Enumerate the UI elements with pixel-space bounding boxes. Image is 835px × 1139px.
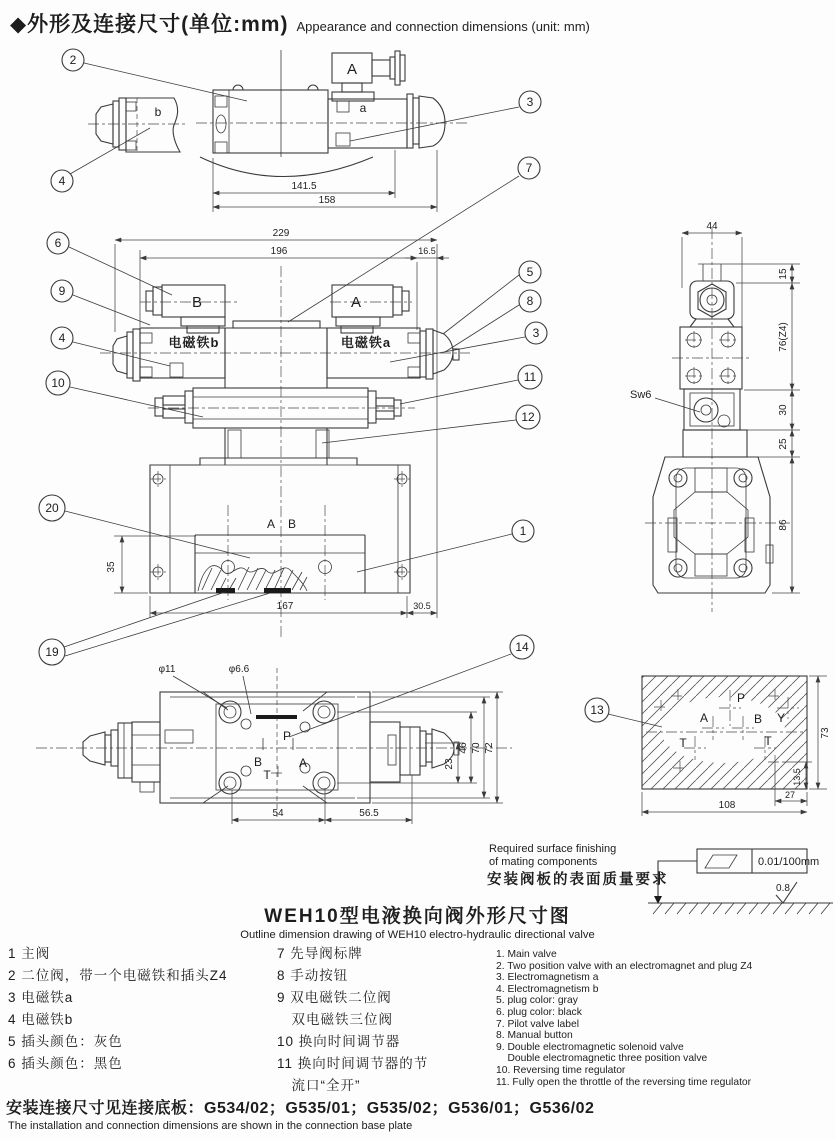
dim-25: 25 — [778, 438, 789, 450]
legend-item: 3 电磁铁a — [8, 990, 74, 1005]
plate-port-A: A — [699, 711, 709, 725]
roughness-value: 0.8 — [776, 883, 790, 894]
dim-167: 167 — [276, 601, 294, 612]
callout-6 — [47, 232, 172, 295]
svg-text:6: 6 — [54, 236, 62, 250]
dim-54: 54 — [272, 808, 284, 819]
page-title-zh: ◆外形及连接尺寸(单位:mm) — [10, 13, 289, 36]
surface-note-zh: 安装阀板的表面质量要求 — [487, 872, 669, 888]
solenoid-a-label: 电磁铁a — [340, 335, 392, 350]
connector-label-B: B — [191, 294, 203, 311]
callout-1 — [357, 520, 534, 572]
legend-item: 1 主阀 — [8, 946, 51, 961]
dim-23: 23 — [444, 758, 455, 770]
svg-text:12: 12 — [521, 410, 535, 424]
flatness-symbol — [705, 855, 737, 868]
legend-item: 4 电磁铁b — [8, 1012, 74, 1027]
dim-72: 72 — [484, 742, 495, 754]
surface-note-en2: of mating components — [489, 856, 598, 868]
caption-zh: WEH10型电液换向阀外形尺寸图 — [264, 906, 571, 927]
dim-229: 229 — [272, 228, 290, 239]
footer-note-zh: 安装连接尺寸见连接底板：G534/02；G535/01；G535/02；G536/01；G536/02 — [6, 1100, 595, 1117]
dia-11-label: φ11 — [158, 664, 176, 675]
label-b: b — [154, 105, 162, 119]
dim-86: 86 — [778, 519, 789, 531]
legend-item: 2 二位阀，带一个电磁铁和插头Z4 — [8, 968, 228, 983]
label-sw6: Sw6 — [630, 389, 652, 401]
label-a: a — [359, 101, 367, 115]
callout-12 — [322, 405, 540, 443]
caption-en: Outline dimension drawing of WEH10 electro-hydraulic directional valve — [240, 929, 595, 941]
callout-11 — [400, 365, 542, 404]
svg-text:9: 9 — [58, 284, 66, 298]
plate-port-T2: T — [764, 734, 772, 748]
footer-note-en: The installation and connection dimensions are shown in the connection base plate — [8, 1120, 413, 1132]
svg-text:19: 19 — [45, 645, 59, 659]
port-P: P — [282, 729, 292, 743]
port-B: B — [253, 755, 263, 769]
plate-port-P: P — [736, 691, 746, 705]
dim-141-5: 141.5 — [291, 181, 317, 192]
legend-item: 9 双电磁铁二位阀 — [277, 990, 392, 1005]
svg-text:13: 13 — [590, 703, 604, 717]
port-label-B: B — [287, 517, 297, 531]
port-label-A: A — [266, 517, 276, 531]
legend-item: 6. plug color: black — [496, 1006, 582, 1018]
callout-19 — [39, 592, 270, 665]
dim-44: 44 — [706, 221, 718, 232]
dim-30-5: 30.5 — [413, 601, 431, 611]
port-A: A — [298, 756, 308, 770]
legend-en-column — [496, 949, 752, 1088]
dia-6-6-label: φ6.6 — [228, 664, 250, 675]
callout-20 — [39, 495, 250, 558]
legend-item: 8. Manual button — [496, 1030, 573, 1042]
side-view — [630, 221, 800, 612]
dim-35: 35 — [106, 561, 117, 573]
bottom-port-view — [36, 664, 512, 824]
legend-item: 8 手动按钮 — [277, 968, 349, 983]
svg-text:5: 5 — [526, 265, 534, 279]
callout-4-top — [51, 128, 150, 192]
callout-7 — [288, 157, 540, 322]
legend-item: 10 换向时间调节器 — [277, 1034, 401, 1049]
port-T: T — [263, 768, 271, 782]
solenoid-b-label: 电磁铁b — [168, 335, 220, 350]
legend-item: 6 插头颜色：黑色 — [8, 1056, 123, 1071]
dim-158: 158 — [318, 195, 336, 206]
legend-item: 流口“全开” — [277, 1078, 361, 1093]
svg-text:10: 10 — [51, 376, 65, 390]
plate-port-Y: Y — [776, 711, 786, 725]
legend-item: 10. Reversing time regulator — [496, 1064, 626, 1076]
page-title-en: Appearance and connection dimensions (unit: mm) — [296, 19, 590, 34]
svg-text:20: 20 — [45, 501, 59, 515]
dim-76: 76(Z4) — [778, 322, 789, 352]
dim-30: 30 — [778, 404, 789, 416]
dim-27: 27 — [784, 790, 796, 800]
callout-9 — [51, 280, 150, 325]
svg-text:2: 2 — [69, 53, 77, 67]
svg-text:4: 4 — [58, 174, 66, 188]
top-view — [196, 50, 470, 212]
legend-item: 7. Pilot valve label — [496, 1018, 579, 1030]
dim-16-5: 16.5 — [418, 246, 436, 256]
svg-text:1: 1 — [519, 524, 527, 538]
svg-text:8: 8 — [526, 294, 534, 308]
legend-item: 11. Fully open the throttle of the reversing time regulator — [496, 1076, 752, 1088]
legend-item: 7 先导阀标牌 — [277, 946, 363, 961]
plate-view — [642, 676, 831, 816]
surface-note-en1: Required surface finishing — [489, 843, 617, 855]
dim-73: 73 — [820, 727, 831, 739]
legend-item: 1. Main valve — [496, 949, 557, 960]
svg-text:11: 11 — [523, 370, 537, 384]
plate-port-T1: T — [679, 736, 687, 750]
dim-108: 108 — [718, 800, 736, 811]
flatness-value: 0.01/100mm — [758, 856, 820, 868]
svg-text:4: 4 — [58, 331, 66, 345]
svg-text:3: 3 — [532, 326, 540, 340]
legend-item: Double electromagnetic three position valve — [496, 1053, 708, 1065]
plate-port-B: B — [753, 712, 763, 726]
connector-label-A2: A — [350, 294, 362, 311]
dim-13-5: 13.5 — [792, 768, 802, 786]
legend-item: 双电磁铁三位阀 — [277, 1012, 393, 1027]
dim-196: 196 — [270, 246, 288, 257]
legend-item: 4. Electromagnetism b — [496, 983, 599, 995]
dim-56-5: 56.5 — [359, 808, 379, 819]
legend-item: 3. Electromagnetism a — [496, 972, 599, 984]
dim-70: 70 — [471, 742, 482, 754]
legend-item: 5. plug color: gray — [496, 995, 578, 1007]
legend-cn-column-2 — [277, 943, 428, 1097]
svg-text:7: 7 — [525, 161, 533, 175]
legend-item: 5 插头颜色：灰色 — [8, 1034, 123, 1049]
dim-15: 15 — [778, 268, 789, 280]
svg-text:14: 14 — [515, 640, 529, 654]
top-left-fragment-view — [88, 98, 188, 152]
front-view — [100, 228, 470, 638]
legend-cn-column-1 — [8, 943, 228, 1075]
dim-46: 46 — [458, 742, 469, 754]
connector-label-A: A — [346, 61, 358, 78]
svg-text:3: 3 — [526, 95, 534, 109]
callout-2 — [62, 49, 247, 101]
drawing-caption — [0, 901, 835, 941]
legend-item: 9. Double electromagnetic solenoid valve — [496, 1041, 684, 1053]
legend-item: 2. Two position valve with an electromagnet and plug Z4 — [496, 960, 753, 972]
legend-item: 11 换向时间调节器的节 — [277, 1056, 429, 1071]
